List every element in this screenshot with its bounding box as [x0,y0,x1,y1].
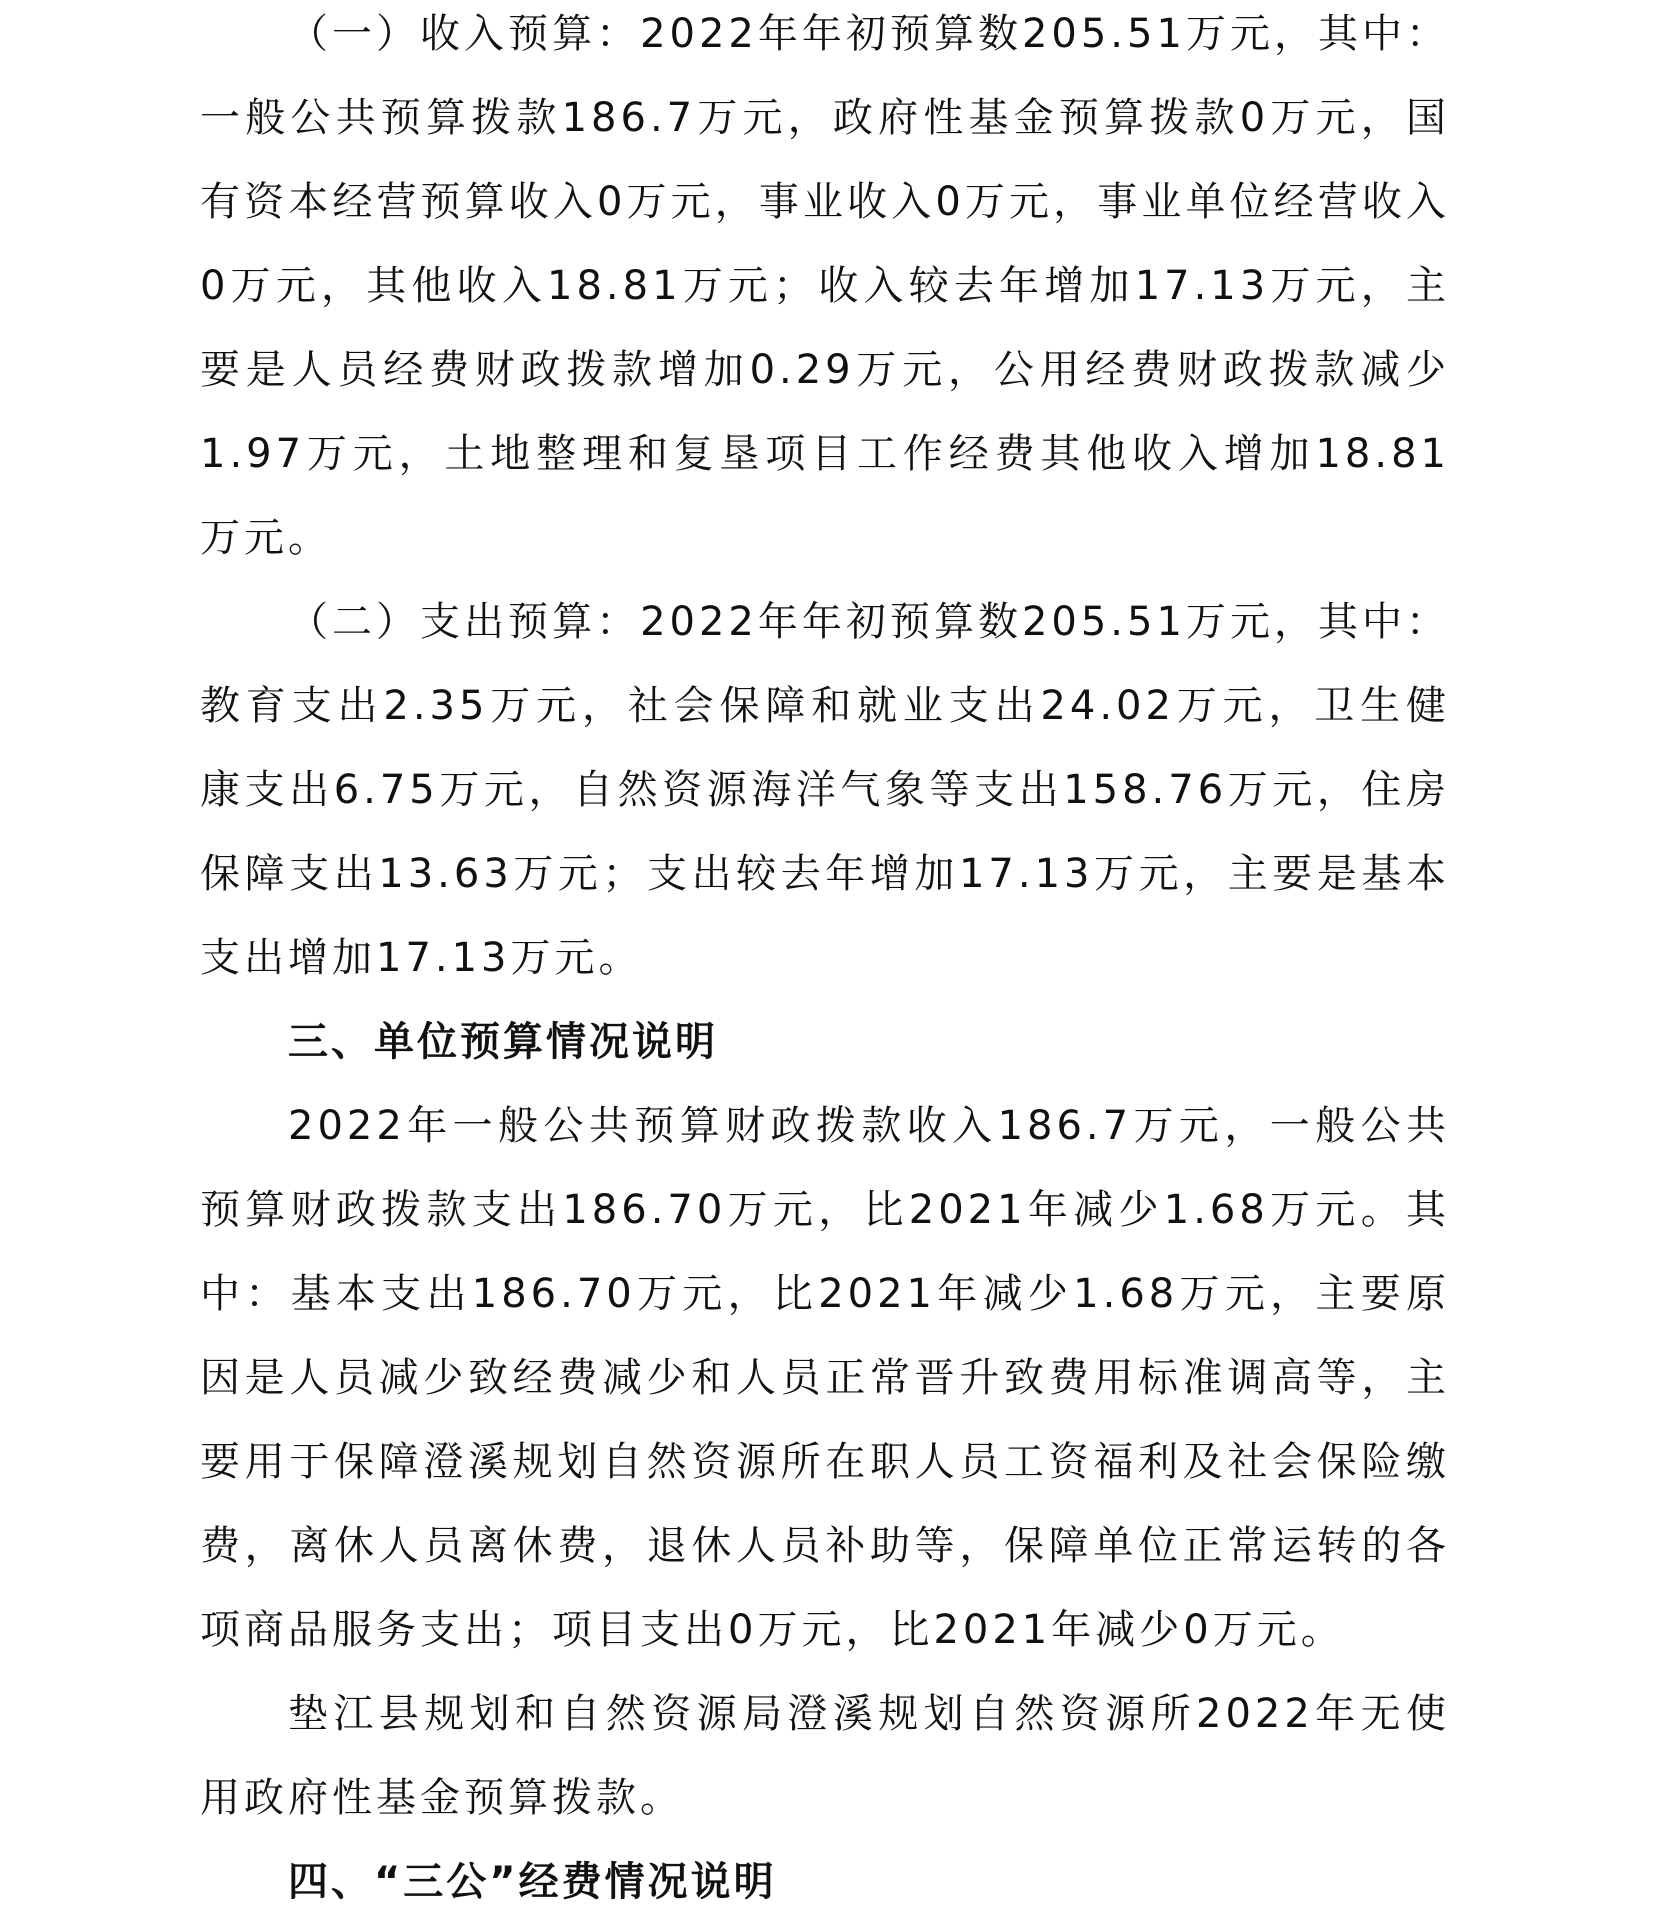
unit-budget-paragraph: 2022年一般公共预算财政拨款收入186.7万元，一般公共预算财政拨款支出186.70万元，比2021年减少1.68万元。其中：基本支出186.70万元，比2021年减少1.68万元，主要原因是人员减少致经费减少和人员正常晋升致费用标准调高等，主要用于保障澄溪规划自然资源所在职人员工资福利及社会保险缴费，离休人员离休费，退休人员补助等，保障单位正常运转的各项商品服务支出；项目支出0万元，比2021年减少0万元。 [200,1103,1450,1653]
income-budget-paragraph: （一）收入预算：2022年年初预算数205.51万元，其中：一般公共预算拨款186.7万元，政府性基金预算拨款0万元，国有资本经营预算收入0万元，事业收入0万元，事业单位经营收入0万元，其他收入18.81万元；收入较去年增加17.13万元，主要是人员经费财政拨款增加0.29万元，公用经费财政拨款减少1.97万元，土地整理和复垦项目工作经费其他收入增加18.81万元。 [200,11,1450,561]
section-four-heading: 四、“三公”经费情况说明 [288,1859,777,1905]
government-fund-paragraph: 垫江县规划和自然资源局澄溪规划自然资源所2022年无使用政府性基金预算拨款。 [200,1691,1450,1821]
section-three-heading: 三、单位预算情况说明 [288,1019,718,1065]
document-page [200,0,1450,1905]
expenditure-budget-paragraph: （二）支出预算：2022年年初预算数205.51万元，其中：教育支出2.35万元，社会保障和就业支出24.02万元，卫生健康支出6.75万元，自然资源海洋气象等支出158.76万元，住房保障支出13.63万元；支出较去年增加17.13万元，主要是基本支出增加17.13万元。 [200,599,1450,981]
